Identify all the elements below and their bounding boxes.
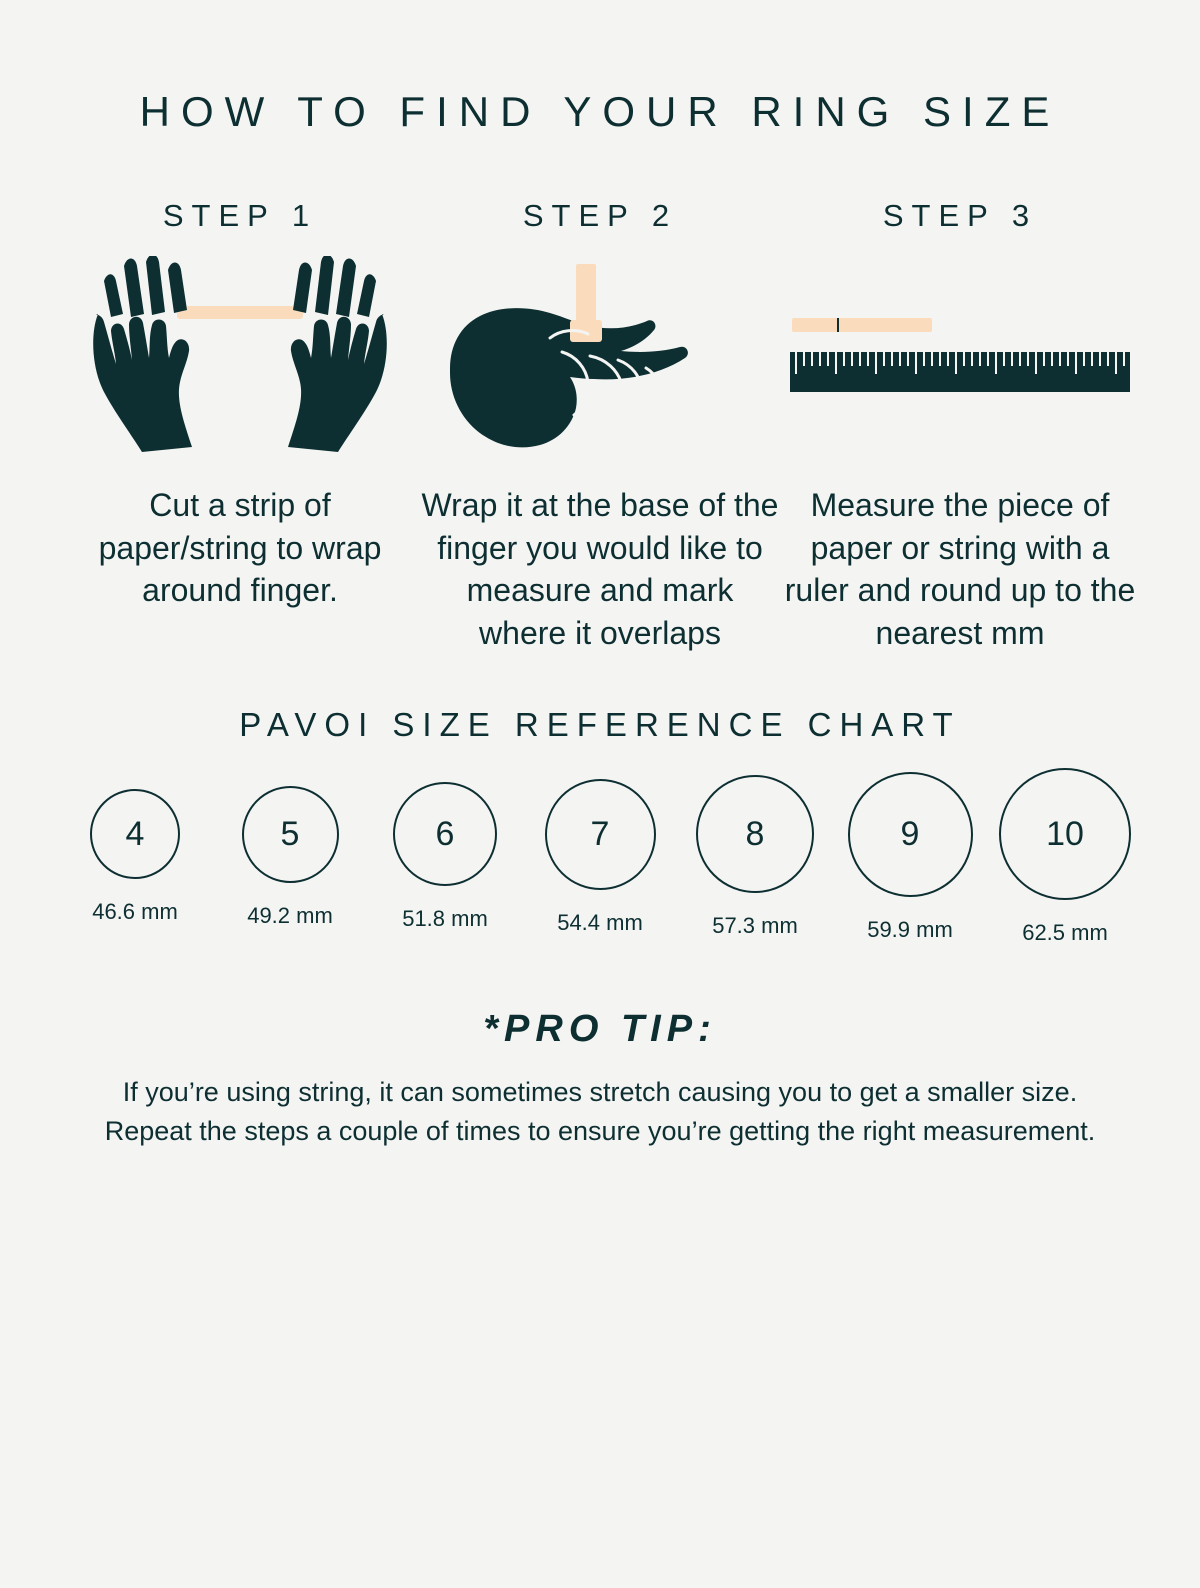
ring-size-number: 6 — [435, 815, 455, 854]
ring-size-mm: 51.8 mm — [402, 906, 488, 932]
two-hands-holding-paper-strip-icon — [80, 248, 400, 478]
ring-size-number: 10 — [1046, 815, 1084, 854]
ring-size-number: 8 — [745, 815, 765, 854]
step-3-text: Measure the piece of paper or string with a ruler and round up to the nearest mm — [784, 487, 1136, 651]
ring-size-number: 9 — [900, 815, 920, 854]
ring-circle-7 — [545, 779, 656, 890]
ring-size-guide-page — [0, 88, 1200, 1588]
step-1 — [60, 198, 420, 654]
pro-tip-title: *PRO TIP: — [483, 1008, 717, 1051]
ring-size-item — [368, 782, 523, 932]
hand-with-paper-wrapped-icon — [450, 248, 750, 478]
ring-circle-9 — [848, 772, 973, 897]
ring-size-number: 7 — [590, 815, 610, 854]
ring-circle-8 — [696, 775, 814, 893]
page-title: HOW TO FIND YOUR RING SIZE — [139, 88, 1061, 135]
step-2-text: Wrap it at the base of the finger you would like to measure and mark where it overlaps — [421, 487, 779, 651]
step-2 — [420, 198, 780, 654]
step-1-title: STEP 1 — [162, 198, 318, 233]
ring-size-mm: 59.9 mm — [867, 916, 953, 942]
ring-size-item — [213, 786, 368, 929]
step-2-title: STEP 2 — [522, 198, 678, 233]
ring-size-number: 4 — [125, 815, 145, 854]
size-reference-chart — [0, 768, 1200, 946]
ring-size-item — [678, 775, 833, 939]
ring-size-number: 5 — [280, 815, 300, 854]
ring-circle-10 — [999, 768, 1131, 900]
ring-size-item — [833, 772, 988, 943]
step-3-title: STEP 3 — [882, 198, 1038, 233]
step-3 — [780, 198, 1140, 654]
ring-size-item — [988, 768, 1143, 946]
ring-size-item — [523, 779, 678, 936]
ring-circle-6 — [393, 782, 497, 886]
pro-tip-body: If you’re using string, it can sometimes stretch causing you to get a smaller size. Repeat the steps a couple of times to ensure you’re getting the right measurement. — [104, 1077, 1096, 1147]
ring-size-mm: 49.2 mm — [247, 902, 333, 928]
step-1-text: Cut a strip of paper/string to wrap around finger. — [98, 487, 382, 609]
ruler-and-paper-strip-icon — [790, 248, 1130, 478]
ring-size-mm: 62.5 mm — [1022, 920, 1108, 946]
ring-size-mm: 57.3 mm — [712, 913, 798, 939]
size-chart-title: PAVOI SIZE REFERENCE CHART — [239, 706, 961, 744]
ring-circle-4 — [90, 789, 180, 879]
ring-size-mm: 54.4 mm — [557, 909, 643, 935]
ring-size-mm: 46.6 mm — [92, 899, 178, 925]
ring-size-item — [58, 789, 213, 925]
ring-circle-5 — [242, 786, 339, 883]
steps-section — [0, 198, 1200, 654]
